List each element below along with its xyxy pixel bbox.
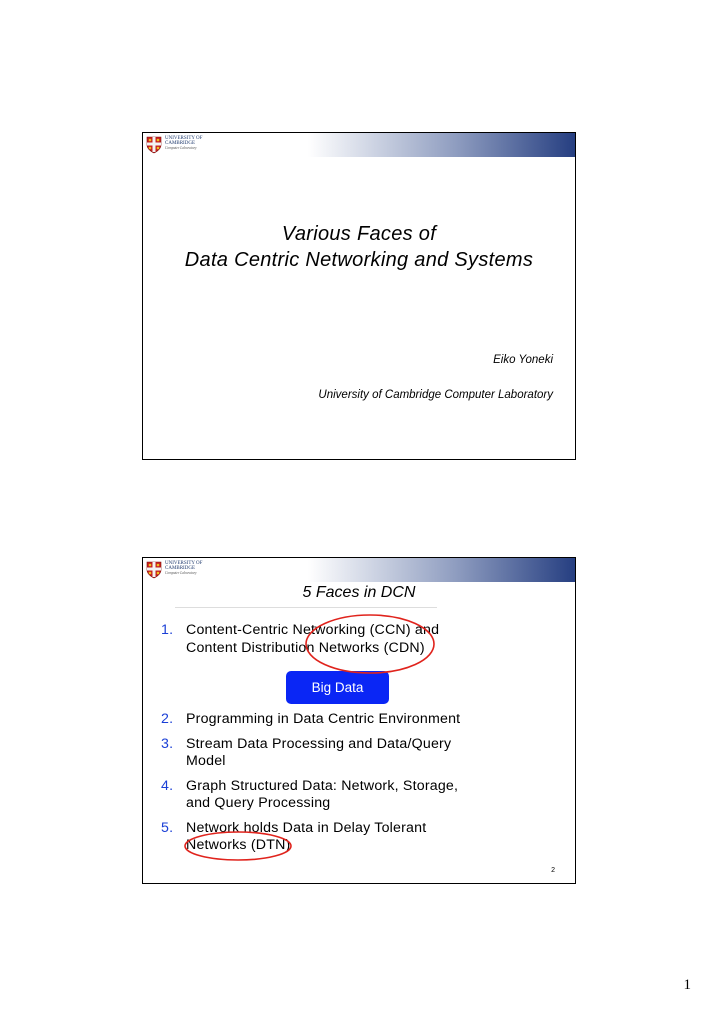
slide-2 [142, 557, 576, 884]
page-number: 1 [683, 977, 691, 993]
item-number: 1. [161, 622, 174, 638]
item-number: 4. [161, 777, 174, 794]
item-text-line-1: Network holds Data in Delay Tolerant [186, 819, 427, 836]
item-text-line-1: Graph Structured Data: Network, Storage, [186, 777, 459, 794]
item-text-line-2: Model [186, 753, 226, 769]
item-text-line-1: Stream Data Processing and Data/Query [186, 735, 452, 752]
highlight-circle-network-holds [185, 832, 291, 860]
highlight-circle-ccn [306, 615, 434, 673]
university-logo-text: UNIVERSITY OF CAMBRIDGE Computer Laboratory [165, 561, 203, 575]
item-number: 5. [161, 819, 174, 836]
highlight-circles [143, 558, 577, 885]
item-text-line-1: Programming in Data Centric Environment [186, 711, 461, 727]
author-name: Eiko Yoneki [493, 354, 553, 366]
cambridge-crest-icon [146, 136, 162, 154]
item-number: 3. [161, 735, 174, 752]
item-text-line-2: and Query Processing [186, 795, 331, 811]
university-logo-text: UNIVERSITY OF CAMBRIDGE Computer Laboratory [165, 136, 203, 150]
slide-title: 5 Faces in DCN [302, 584, 416, 601]
title-line-1: Various Faces of [281, 223, 437, 245]
slide-header [143, 133, 575, 157]
item-text-line-2: Networks (DTN) [186, 837, 291, 853]
slide-1 [142, 132, 576, 460]
item-text-line-2: Content Distribution Networks (CDN) [186, 639, 425, 656]
slide-number: 2 [551, 867, 555, 874]
item-text-line-1: Content-Centric Networking (CCN) and [186, 622, 440, 638]
header-bar [143, 133, 575, 157]
slide-title [143, 221, 575, 273]
item-number: 2. [161, 711, 174, 727]
big-data-callout: Big Data [286, 671, 389, 704]
title-line-2: Data Centric Networking and Systems [184, 249, 534, 271]
affiliation: University of Cambridge Computer Laboratory [318, 389, 553, 401]
